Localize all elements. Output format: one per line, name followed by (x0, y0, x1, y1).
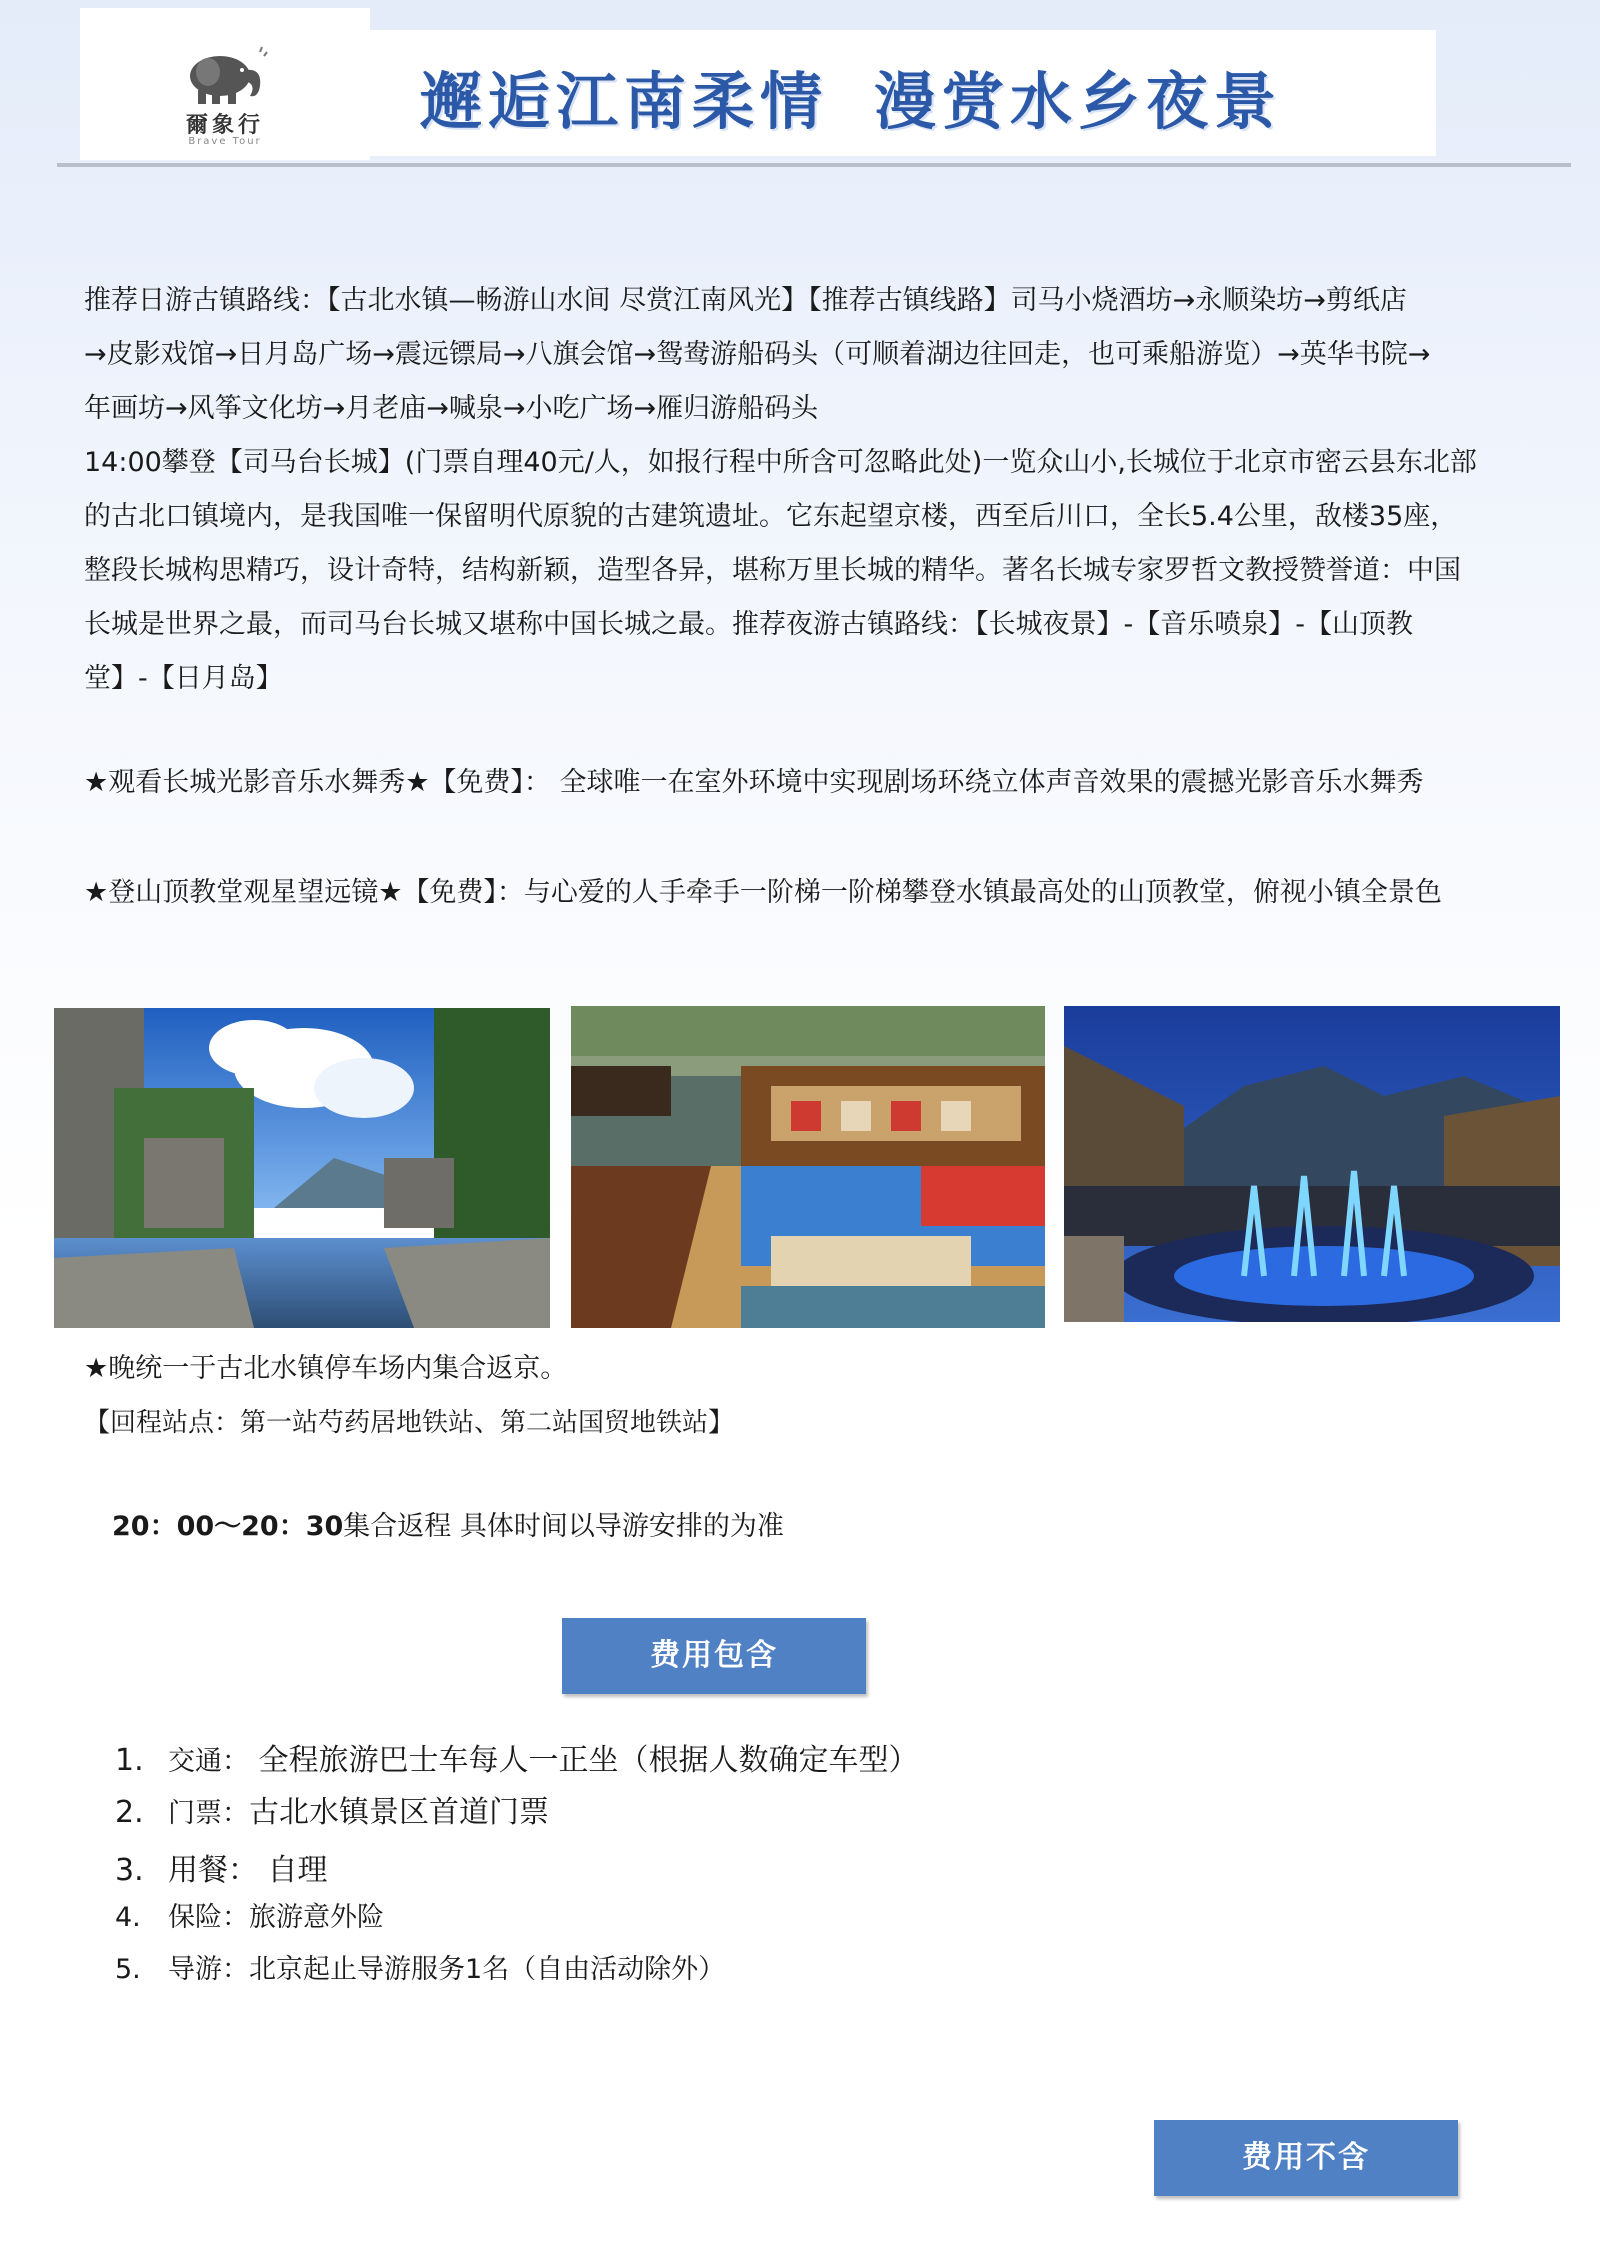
list-item-label: 门票： (168, 1798, 249, 1829)
highlight-church: ★登山顶教堂观星望远镜★【免费】：与心爱的人手牵手一阶梯一阶梯攀登水镇最高处的山顶教堂，俯视小镇全景色 (84, 877, 1442, 908)
elephant-logo-icon (180, 46, 270, 108)
list-item-label: 交通： (168, 1746, 249, 1777)
included-button-label: 费用包含 (650, 1638, 778, 1673)
list-item-value: 全程旅游巴士车每人一正坐（根据人数确定车型） (249, 1743, 919, 1778)
list-item-number: 5. (115, 1954, 141, 1985)
photo-boats-collage (571, 1006, 1045, 1328)
list-item-value: 旅游意外险 (249, 1902, 384, 1933)
list-item-label: 导游： (168, 1954, 249, 1985)
logo (80, 8, 370, 160)
route-line: 年画坊→风筝文化坊→月老庙→喊泉→小吃广场→雁归游船码头 (84, 393, 819, 424)
title-banner (370, 30, 1436, 156)
header-divider (57, 163, 1571, 167)
logo-name: 爾象行 (185, 112, 264, 138)
title-part-1: 邂逅江南柔情 (420, 65, 829, 138)
logo-subtitle: Brave Tour (188, 136, 262, 147)
list-item (115, 1845, 328, 1889)
title-part-2: 漫赏水乡夜景 (874, 65, 1283, 138)
list-item-number: 1. (115, 1743, 144, 1778)
route-line: 的古北口镇境内，是我国唯一保留明代原貌的古建筑遗址。它东起望京楼，西至后川口，全长5.4公里，敌楼35座， (84, 501, 1458, 532)
list-item (115, 1787, 549, 1831)
route-line: 长城是世界之最，而司马台长城又堪称中国长城之最。推荐夜游古镇路线：【长城夜景】-【音乐喷泉】-【山顶教 (84, 609, 1413, 640)
list-item (115, 1947, 725, 1986)
list-item-label: 保险： (168, 1902, 249, 1933)
list-item-number: 4. (115, 1902, 141, 1933)
highlight-water-show: ★观看长城光影音乐水舞秀★【免费】： 全球唯一在室外环境中实现剧场环绕立体声音效果的震撼光影音乐水舞秀 (84, 767, 1424, 798)
return-stations: 【回程站点：第一站芍药居地铁站、第二站国贸地铁站】 (84, 1408, 735, 1438)
list-item-number: 3. (115, 1853, 144, 1888)
route-line: 整段长城构思精巧，设计奇特，结构新颖，造型各异，堪称万里长城的精华。著名长城专家罗哲文教授赞誉道：中国 (84, 555, 1461, 586)
list-item-label: 用餐： (168, 1853, 258, 1888)
route-line: 推荐日游古镇路线：【古北水镇—畅游山水间 尽赏江南风光】【推荐古镇线路】司马小烧酒坊→永顺染坊→剪纸店 (84, 285, 1407, 316)
list-item (115, 1735, 919, 1779)
route-line: 14:00攀登【司马台长城】(门票自理40元/人，如报行程中所含可忽略此处)一览众山小,长城位于北京市密云县东北部 (84, 447, 1477, 478)
list-item-value: 古北水镇景区首道门票 (249, 1795, 549, 1830)
list-item-value: 自理 (258, 1853, 328, 1888)
excluded-button-label: 费用不含 (1242, 2140, 1370, 2175)
excluded-button[interactable] (1154, 2120, 1458, 2196)
list-item-number: 2. (115, 1795, 144, 1830)
photo-night-fountain (1064, 1006, 1560, 1322)
photo-ancient-town-canal (54, 1008, 550, 1328)
return-time-text: 集合返程 具体时间以导游安排的为准 (343, 1511, 784, 1542)
route-paragraph (84, 274, 1600, 706)
list-item-value: 北京起止导游服务1名（自由活动除外） (249, 1954, 726, 1985)
page-title (420, 52, 1282, 141)
route-line: →皮影戏馆→日月岛广场→震远镖局→八旗会馆→鸳鸯游船码头（可顺着湖边往回走，也可乘船游览）→英华书院→ (84, 339, 1431, 370)
list-item (115, 1895, 384, 1934)
route-line: 堂】-【日月岛】 (84, 663, 283, 694)
return-time: 20：00～20：30 (112, 1511, 344, 1542)
return-note: ★晚统一于古北水镇停车场内集合返京。 (84, 1353, 568, 1384)
included-button[interactable] (562, 1618, 866, 1694)
time-note (112, 1504, 784, 1543)
